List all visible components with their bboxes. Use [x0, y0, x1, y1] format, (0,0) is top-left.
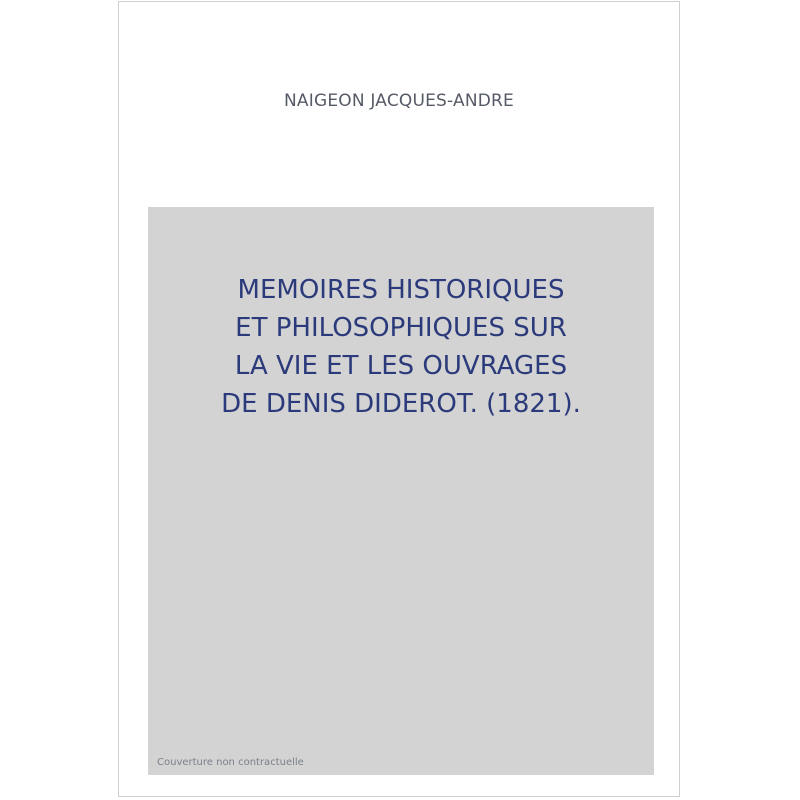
title-line-2: ET PHILOSOPHIQUES SUR [235, 313, 567, 343]
title-line-3: LA VIE ET LES OUVRAGES [234, 351, 568, 381]
book-title [148, 271, 654, 423]
cover-disclaimer: Couverture non contractuelle [157, 757, 304, 768]
author-name: NAIGEON JACQUES-ANDRE [284, 91, 514, 111]
title-panel [148, 207, 654, 775]
book-cover [118, 1, 680, 797]
title-line-4: DE DENIS DIDEROT. (1821). [221, 389, 581, 419]
title-line-1: MEMOIRES HISTORIQUES [237, 275, 565, 305]
